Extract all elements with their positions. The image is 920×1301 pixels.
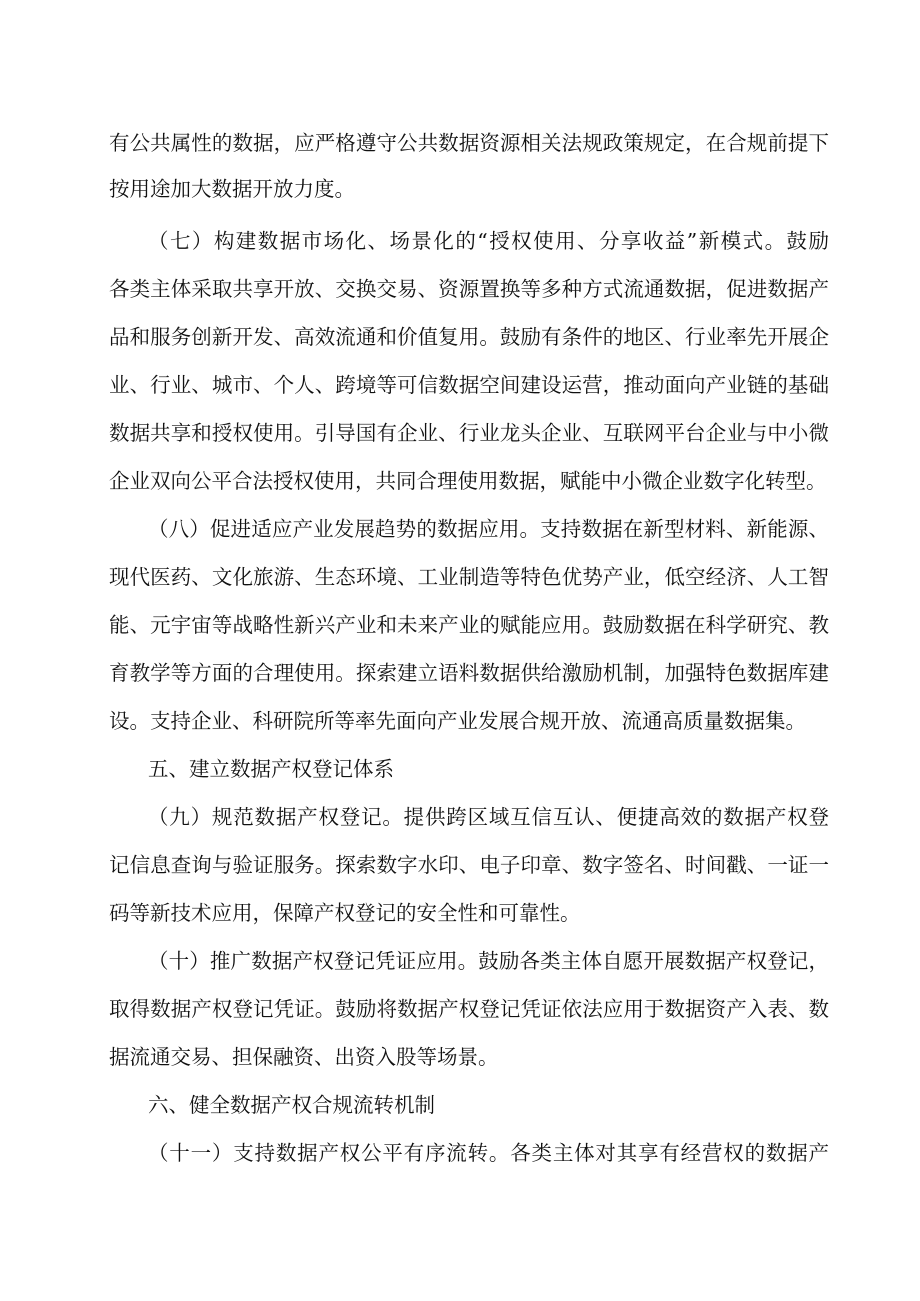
text-line: 设。支持企业、科研院所等率先面向产业发展合规开放、流通高质量数据集。 bbox=[109, 709, 806, 733]
paragraph-heading-11: （十一）支持数据产权公平有序流转。各类主体对其享有经营权的数据产 bbox=[148, 1141, 829, 1165]
paragraph-heading-8: （八）促进适应产业发展趋势的数据应用。支持数据在新型材料、新能源、 bbox=[148, 517, 829, 541]
text-line: 业、行业、城市、个人、跨境等可信数据空间建设运营，推动面向产业链的基础 bbox=[109, 373, 829, 397]
text-line: 数据共享和授权使用。引导国有企业、行业龙头企业、互联网平台企业与中小微 bbox=[109, 421, 829, 445]
text-line: 记信息查询与验证服务。探索数字水印、电子印章、数字签名、时间戳、一证一 bbox=[109, 853, 829, 877]
text-line: 品和服务创新开发、高效流通和价值复用。鼓励有条件的地区、行业率先开展企 bbox=[109, 325, 829, 349]
text-line: 据流通交易、担保融资、出资入股等场景。 bbox=[109, 1045, 499, 1069]
paragraph-heading-10: （十）推广数据产权登记凭证应用。鼓励各类主体自愿开展数据产权登记， bbox=[148, 949, 829, 973]
section-heading-6: 六、健全数据产权合规流转机制 bbox=[148, 1093, 435, 1117]
section-heading-5: 五、建立数据产权登记体系 bbox=[148, 757, 394, 781]
text-line: 取得数据产权登记凭证。鼓励将数据产权登记凭证依法应用于数据资产入表、数 bbox=[109, 997, 829, 1021]
text-line: 育教学等方面的合理使用。探索建立语料数据供给激励机制，加强特色数据库建 bbox=[109, 661, 829, 685]
text-line: 能、元宇宙等战略性新兴产业和未来产业的赋能应用。鼓励数据在科学研究、教 bbox=[109, 613, 829, 637]
paragraph-heading-7: （七）构建数据市场化、场景化的“授权使用、分享收益”新模式。鼓励 bbox=[148, 229, 829, 253]
text-line: 企业双向公平合法授权使用，共同合理使用数据，赋能中小微企业数字化转型。 bbox=[109, 469, 827, 493]
text-line: 码等新技术应用，保障产权登记的安全性和可靠性。 bbox=[109, 901, 581, 925]
text-line: 各类主体采取共享开放、交换交易、资源置换等多种方式流通数据，促进数据产 bbox=[109, 277, 829, 301]
text-line: 按用途加大数据开放力度。 bbox=[109, 177, 355, 201]
paragraph-heading-9: （九）规范数据产权登记。提供跨区域互信互认、便捷高效的数据产权登 bbox=[148, 805, 829, 829]
text-line: 有公共属性的数据，应严格遵守公共数据资源相关法规政策规定，在合规前提下 bbox=[109, 131, 829, 155]
text-line: 现代医药、文化旅游、生态环境、工业制造等特色优势产业，低空经济、人工智 bbox=[109, 565, 829, 589]
